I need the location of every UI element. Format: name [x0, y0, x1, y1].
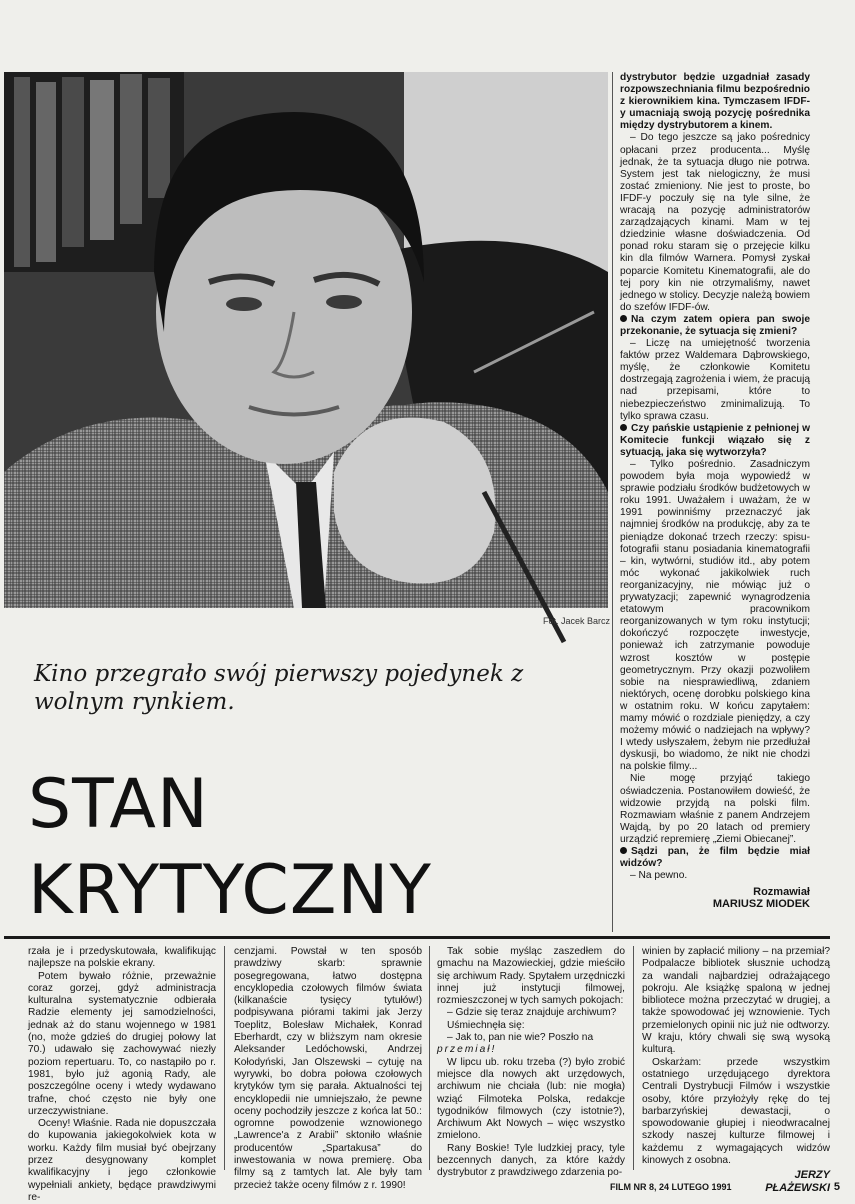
interview-paragraph: – Liczę na umiejętność tworzenia faktów przez Waldemara Dąbrowskiego, myślę, że członkowie Komitetu dostrzegają zagrożenia i wiem, że pracują nad przepisami, które to niebezpieczeństwo zminimalizują. To tylko sprawa czasu. [620, 338, 810, 422]
text-column-3 [437, 946, 625, 1179]
text-column-2 [234, 946, 422, 1191]
column-paragraph: Tak sobie myśląc zaszedłem do gmachu na Mazowieckiej, gdzie mieściło się archiwum Rady. Spytałem urzędniczki innej już instytucji filmowej, rozmieszczonej w tych samych pokojach: [437, 946, 625, 1007]
author-first-name: JERZY [794, 1169, 830, 1182]
column-paragraph: winien by zapłacić miliony – na przemiał? Podpalacze bibliotek słusznie uchodzą za wandali najbardziej odrażającego pokroju. Ale książkę spaloną w jednej bibliotece można przeczytać w drugiej, a także spowodować jej wznowienie. Tych przemielonych opinii nic już nie odtworzy. W kraju, który chwali się swą wysoką kulturą. [642, 946, 830, 1056]
photo-credit: Fot. Jacek Barcz [542, 616, 610, 626]
question-text: Na czym zatem opiera pan swoje przekonanie, że sytuacja się zmieni? [620, 313, 810, 337]
interview-question [620, 846, 810, 870]
interview-paragraph: dystrybutor będzie uzgadniał zasady rozpowszechniania filmu bezpośrednio z kierownikiem kina. Tymczasem IFDF-y umacniają swoją pozycję pośrednika między dystrybutorem a kinem. [620, 72, 810, 132]
bullet-icon [620, 847, 627, 854]
bullet-icon [620, 424, 627, 431]
column-paragraph: cenzjami. Powstał w ten sposób prawdziwy skarb: sprawnie posegregowana, łatwo dostępna encyklopedia czołowych filmów świata (kilkanaście tysięcy tytułów!) podpisywana piórami takimi jak Jerzy Toeplitz, Bolesław Michałek, Konrad Eberhardt, czy w bliższym nam okresie Aleksander Ledóchowski, Andrzej Kołodyński, Jan Olszewski – cytuję na wyrywki, bo dobra połowa czołowych krytyków tym się parała. Aktualności tej encyklopedii nie umniejszało, że pewne oceny pochodziły jeszcze z końca lat 50.: ogromne powodzenie wznowionego „Lawrence'a z Arabii” sktoniło właśnie producentów „Spartakusa” do inwestowania w nowa premierę. Oba filmy są z tamtych lat. Ale były tam przecież także oceny filmów z r. 1990! [234, 946, 422, 1191]
column-divider [612, 72, 613, 932]
section-rule [4, 936, 830, 939]
question-text: Sądzi pan, że film będzie miał widzów? [620, 846, 810, 870]
question-text: Czy pańskie ustąpienie z pełnionej w Komitecie funkcji wiązało się z sytuacją, jaka się wytworzyła? [620, 422, 810, 458]
column-paragraph: Oceny! Właśnie. Rada nie dopuszczała do kupowania jakiegokolwiek kota w worku. Każdy film musiał być obejrzany przez desygnowany komplet kwalifikacyjny i jego członkowie wypełniali ankiety, będące prawdziwymi re- [28, 1118, 216, 1203]
author-last-name: PŁAŻEWSKI [765, 1182, 830, 1195]
column-divider [224, 946, 225, 1170]
column-paragraph: przemiał! [437, 1044, 497, 1056]
lead-subtitle: Kino przegrało swój pierwszy pojedynek z wolnym rynkiem. [34, 661, 524, 715]
interview-column [620, 72, 810, 927]
column-paragraph: W lipcu ub. roku trzeba (?) było zrobić miejsce dla nowych akt urzędowych, archiwum nie chciała (lub: nie mogła) wziąć Filmoteka Polska, redakcje tygodników filmowych (czy istotnie?), Archiwum Akt Nowych – więc wszystko zmielono. [437, 1056, 625, 1142]
interview-paragraph: – Na pewno. [630, 870, 688, 882]
column-paragraph: rzała je i przedyskutowała, kwalifikując najlepsze na polskie ekrany. [28, 946, 216, 970]
signature-label: Rozmawiał [753, 886, 810, 899]
bullet-icon [620, 315, 627, 322]
article-title [28, 762, 608, 934]
portrait-photo [4, 72, 608, 608]
issue-info: FILM NR 8, 24 LUTEGO 1991 [610, 1182, 732, 1192]
interview-question [620, 423, 810, 459]
column-paragraph: – Jak to, pan nie wie? Poszło na [447, 1032, 594, 1044]
interviewer-signature [620, 886, 810, 910]
column-divider [633, 946, 634, 1170]
interview-paragraph: – Do tego jeszcze są jako pośrednicy opłacani przez producenta... Myślę jednak, że ta sytuacja długo nie potrwa. System jest tak nielogiczny, że musi zostać zmieniony. Nie jest to proste, bo IFDF-y poczuły się na tyle silne, że wracają na pozycję administratorów zarządzających kinami. Mam w tej dziedzinie własne doświadczenia. Od ponad roku staram się o przejęcie kilku kin dla filmów Warnera. Pomysł zyskał poparcie Komitetu Kinematografii, ale do tej pory kin nie otrzymaliśmy, nawet jednego w stolicy. Decyzje należą bowiem do szefów IFDF-ów. [620, 132, 810, 313]
column-paragraph: – Gdzie się teraz znajduje archiwum? [447, 1007, 617, 1019]
column-divider [429, 946, 430, 1170]
title-line-1: STAN [28, 765, 209, 844]
interview-paragraph: – Tylko pośrednio. Zasadniczym powodem była moja wypowiedź w sprawie podziału środków budżetowych w roku 1991. Uważałem i uważam, że w 1991 powinniśmy przeznaczyć jak najmniej środków na produkcję, aby za te pieniądze dokonać trzech rzeczy: spisu-fotografii stanu posiadania kinematografii – kin, wytwórni, studiów itd., aby potem móc wykonać jakikolwiek ruch reorganizacyjny, nie mówiąc już o prywatyzacji; zapewnić wynagrodzenia etatowym pracownikom reorganizowanych w tym roku instytucji; dokończyć rozpoczęte inwestycje, ponieważ ich zatrzymanie powoduje wzrost kosztów w postępie geometrycznym. Przy okazji pozwoliłem sobie na niesprawiedliwą, zdaniem niektórych, ocenę dorobku polskiego kina w ostatnim roku. W końcu zapytałem: mamy mówić o rozdziale pieniędzy, a czy możemy mówić o nadziejach na wpływy? I wtedy usłyszałem, żebym nie przedłużał dyskusji, bo wiadomo, że nikt nie chodzi na polskie filmy... [620, 459, 810, 773]
interview-question [620, 314, 810, 338]
text-column-1 [28, 946, 216, 1203]
column-paragraph: Potem bywało różnie, przeważnie coraz gorzej, gdyż administracja kulturalna systematycznie odbierała Radzie elementy jej samodzielności, jednak aż do stanu wojennego w 1981 (no, może gdzieś do drugiej połowy lat 70.) udawało się zachowywać niezły poziom repertuaru. To, co nastąpiło po r. 1981, było już agonią Rady, ale poszczególne oceny i wtedy wydawano trafne, choć często nie były one urzeczywistniane. [28, 970, 216, 1117]
page-footer [610, 1182, 840, 1192]
interview-paragraph: Nie mogę przyjąć takiego oświadczenia. Postanowiłem dowieść, że widzowie przyjdą na polski film. Rozmawiam właśnie z panem Andrzejem Wajdą, by po 20 latach od premiery urządzić repremierę „Ziemi Obiecanej”. [620, 773, 810, 845]
page-number: 5 [833, 1181, 840, 1193]
column-paragraph: Rany Boskie! Tyle ludzkiej pracy, tyle bezcennych danych, za które każdy dystrybutor z prawdziwego zdarzenia po- [437, 1142, 625, 1179]
signature-name: MARIUSZ MIODEK [712, 898, 810, 911]
column-paragraph: Oskarżam: przede wszystkim ostatniego urzędującego dyrektora Centrali Dystrybucji Filmów i wszystkie osoby, które przyłożyły rękę do tej barbarzyńskiej dewastacji, o spowodowanie głupiej i nieodwracalnej szkody naszej kulturze filmowej i każdemu z wymagających widzów kinowych z osobna. [642, 1056, 830, 1167]
column-paragraph: Uśmiechnęła się: [447, 1019, 525, 1031]
title-line-2: KRYTYCZNY [28, 851, 432, 930]
